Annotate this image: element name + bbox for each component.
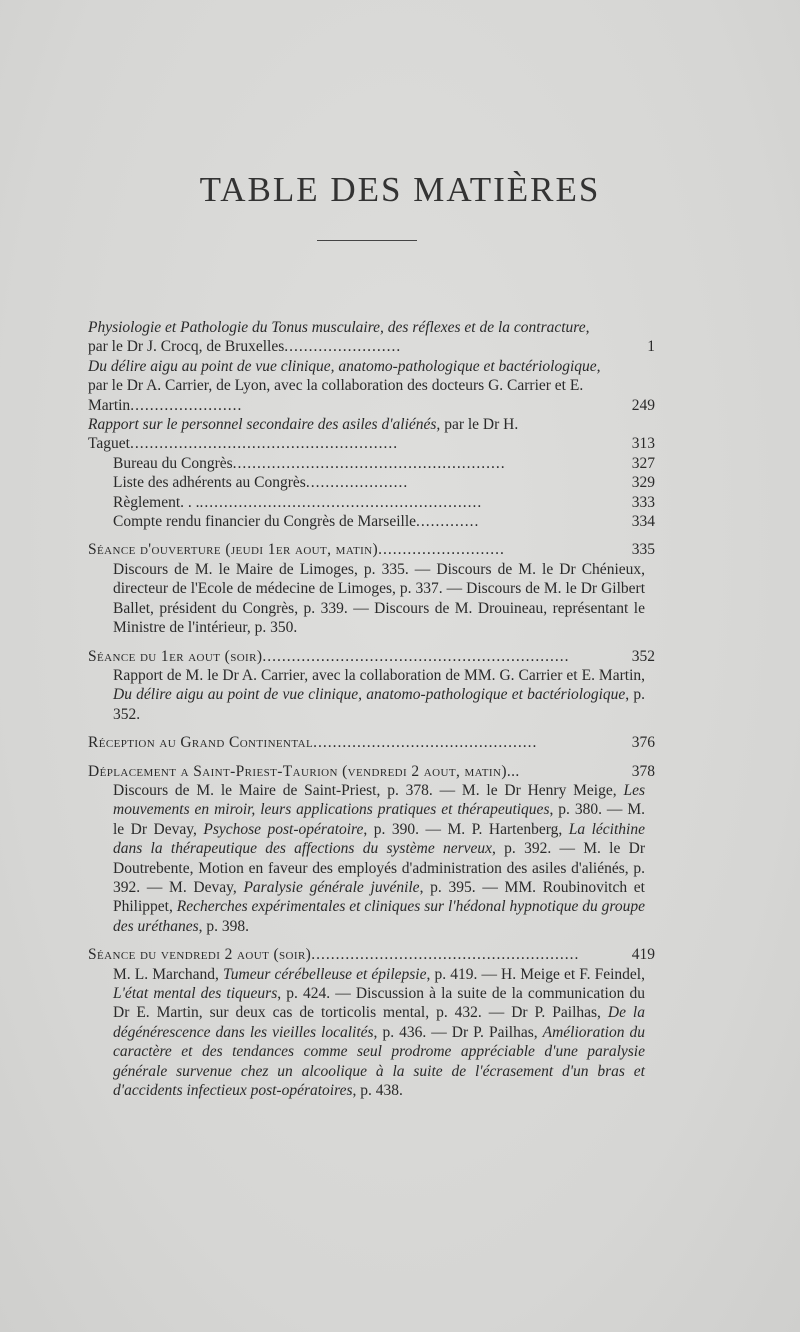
entry-page: 313 bbox=[631, 435, 655, 453]
work-title: Les mouvements en miroir, leurs applications pratiques et thérapeutiques bbox=[113, 781, 645, 819]
entry-title: Physiologie et Pathologie du Tonus musculaire, des réflexes et de la contracture, bbox=[88, 319, 590, 336]
toc-subentry: Compte rendu financier du Congrès de Marseille............. 334 bbox=[113, 513, 655, 531]
entry-title: Rapport sur le personnel secondaire des asiles d'aliénés, bbox=[88, 416, 441, 434]
section-title: Déplacement a Saint-Priest-Taurion (vendredi 2 aout, matin)... bbox=[88, 762, 520, 780]
section-page: 378 bbox=[631, 762, 655, 780]
subentry-title: Compte rendu financier du Congrès de Marseille bbox=[113, 513, 417, 531]
work-title: Psychose post-opératoire bbox=[203, 820, 364, 838]
entry-author: par le Dr A. Carrier, de Lyon, avec la collaboration des docteurs G. Carrier et E. Martin bbox=[88, 377, 584, 414]
body-text: M. L. Marchand, bbox=[113, 965, 224, 983]
subentry-title: Règlement. . . bbox=[113, 493, 200, 511]
entry-page: 333 bbox=[631, 493, 655, 511]
body-text: , p. 392. — M. le Dr Doutrebente, Motion en faveur des employés d'administration des asiles d'aliénés, p. 392. — M. Devay, bbox=[113, 840, 645, 896]
section-body: Rapport de M. le Dr A. Carrier, avec la collaboration de MM. G. Carrier et E. Martin, Du délire aigu au point de vue clinique, anatomo-pathologique et bactériologique, p. 352. bbox=[113, 666, 645, 723]
page-title: TABLE DES MATIÈRES bbox=[199, 170, 601, 209]
entry-page: 329 bbox=[631, 474, 655, 492]
work-title: Paralysie générale juvénile bbox=[243, 878, 420, 896]
body-text: , p. 398. bbox=[198, 917, 250, 935]
body-text: , p. 390. — M. P. Hartenberg, bbox=[363, 820, 569, 838]
body-text: , p. 380. — M. le Dr Devay, bbox=[113, 801, 645, 838]
entry-author: par le Dr H. Taguet bbox=[88, 416, 519, 453]
work-title: La lécithine dans la thérapeutique des affections du système nerveux bbox=[113, 820, 645, 858]
work-title: Recherches expérimentales et cliniques sur l'hédonal hypnotique du groupe des uréthanes bbox=[113, 898, 645, 935]
work-title: Tumeur cérébelleuse et épilepsie bbox=[223, 965, 427, 983]
section-title: Réception au Grand Continental bbox=[88, 734, 314, 752]
work-title: Amélioration du caractère et des tendances comme seul prodrome appréciable d'une paralysie générale survenue chez un alcoolique à la suite de l'écrasement d'un bras et d'accidents infectieux post-opératoires bbox=[113, 1023, 645, 1100]
subentry-title: Bureau du Congrès bbox=[113, 454, 233, 472]
work-title: L'état mental des tiqueurs bbox=[113, 985, 278, 1002]
body-text: , p. 424. — Discussion à la suite de la communication du Dr E. Martin, sur deux cas de torticolis mental, p. 432. — Dr P. Pailhas, bbox=[113, 985, 645, 1022]
toc-subentry: Bureau du Congrès........................................................ 327 bbox=[113, 454, 655, 472]
entry-author: par le Dr J. Crocq, de Bruxelles bbox=[88, 338, 285, 356]
section-heading: Séance du 1er aout (soir)............................................................... 352 bbox=[88, 647, 655, 665]
entry-title: Du délire aigu au point de vue clinique, anatomo-pathologique et bactériologique, bbox=[88, 357, 601, 375]
body-text: , p. 438. bbox=[352, 1082, 403, 1100]
section-heading: Séance du vendredi 2 aout (soir)....................................................... 419 bbox=[88, 946, 655, 964]
section-heading bbox=[88, 762, 655, 781]
entry-page: 249 bbox=[631, 396, 655, 414]
section-body bbox=[88, 965, 655, 1101]
toc-subentry: Liste des adhérents au Congrès..................... 329 bbox=[113, 474, 655, 492]
section-body bbox=[88, 781, 655, 936]
body-text: , p. 436. — Dr P. Pailhas, bbox=[373, 1023, 543, 1041]
section-title: Séance du vendredi 2 aout (soir) bbox=[88, 946, 312, 964]
section-page: 376 bbox=[631, 734, 655, 752]
section-title: Séance d'ouverture (jeudi 1er aout, matin) bbox=[88, 541, 379, 559]
body-text: , p. 395. — MM. Roubinovitch et Philippet, bbox=[113, 878, 645, 916]
toc-entry: Physiologie et Pathologie du Tonus musculaire, des réflexes et de la contracture, par le Dr J. Crocq, de Bruxelles........................ 1 bbox=[88, 319, 655, 356]
section-heading: Réception au Grand Continental.............................................. 376 bbox=[88, 734, 655, 752]
subentry-title: Liste des adhérents au Congrès bbox=[113, 474, 306, 492]
table-of-contents bbox=[88, 318, 655, 1100]
section-page: 352 bbox=[631, 647, 655, 665]
toc-entry: Rapport sur le personnel secondaire des asiles d'aliénés, par le Dr H. Taguet....................................................... 313 bbox=[88, 416, 655, 453]
section-page: 419 bbox=[631, 946, 655, 964]
toc-entry: Du délire aigu au point de vue clinique, anatomo-pathologique et bactériologique, par le Dr A. Carrier, de Lyon, avec la collaboration des docteurs G. Carrier et E. Martin....................... 249 bbox=[88, 357, 655, 414]
title-divider bbox=[317, 240, 417, 241]
toc-subentry: Règlement. . ........................................................... 333 bbox=[113, 493, 655, 511]
entry-page: 334 bbox=[631, 513, 655, 531]
body-text: , p. 419. — H. Meige et F. Feindel, bbox=[426, 965, 645, 983]
section-heading: Séance d'ouverture (jeudi 1er aout, matin).......................... 335 bbox=[88, 541, 655, 559]
section-body: Discours de M. le Maire de Limoges, p. 335. — Discours de M. le Dr Chénieux, directeur de l'Ecole de médecine de Limoges, p. 337. — Discours de M. le Dr Gilbert Ballet, président du Congrès, p. 339. — Discours de M. Drouineau, représentant le Ministre de l'intérieur, p. 350. bbox=[113, 560, 645, 637]
entry-page: 327 bbox=[631, 454, 655, 472]
section-page: 335 bbox=[631, 541, 655, 559]
work-title: De la dégénérescence dans les vieilles localités bbox=[113, 1004, 645, 1041]
section-title: Séance du 1er aout (soir) bbox=[88, 647, 263, 665]
body-text: Discours de M. le Maire de Saint-Priest, p. 378. — M. le Dr Henry Meige, bbox=[113, 781, 624, 799]
entry-page: 1 bbox=[647, 338, 655, 356]
